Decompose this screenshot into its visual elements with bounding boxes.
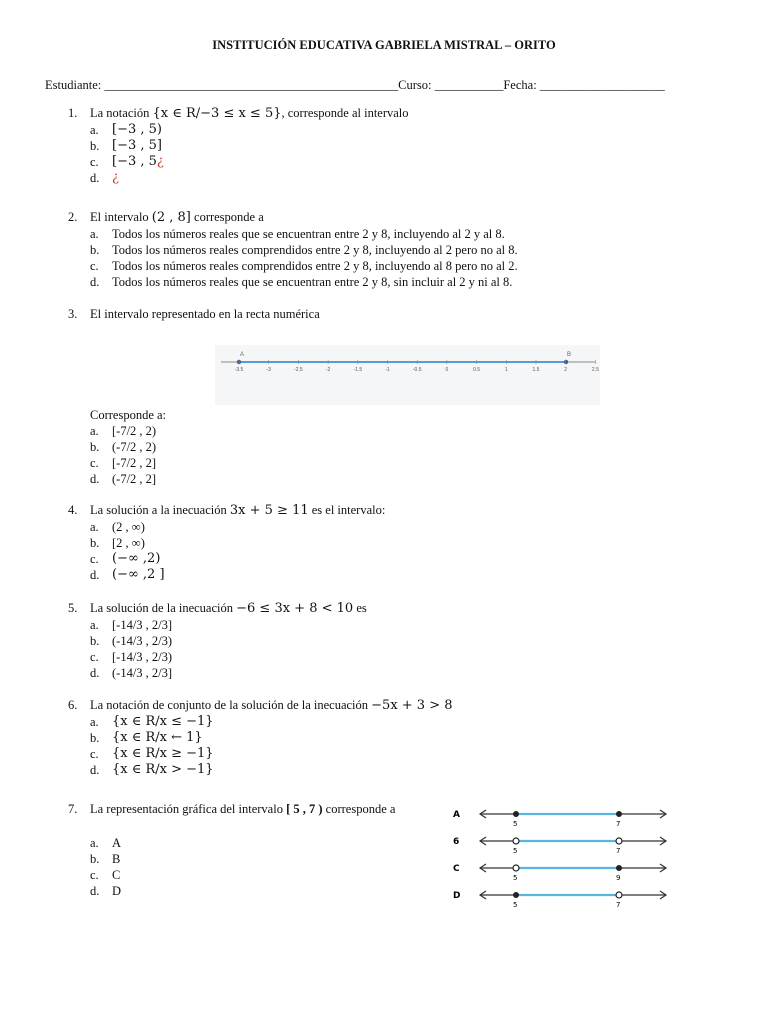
question-number: 5.	[68, 601, 78, 615]
option-item: d. (-14/3 , 2/3]	[90, 666, 173, 680]
question-3-options	[68, 407, 728, 487]
option-item: b. [−3 , 5]	[90, 138, 162, 153]
closed-endpoint	[513, 811, 519, 817]
option-item: d. D	[90, 884, 122, 898]
option-item: d. (−∞ ,2 ]	[90, 567, 165, 582]
option-item: d. {x ∈ R/x > −1}	[90, 762, 214, 777]
question-math: 3x + 5 ≥ 11	[229, 503, 309, 518]
graph-label: C	[453, 864, 460, 874]
option-list	[68, 122, 728, 186]
question-math: −6 ≤ 3x + 8 < 10	[236, 601, 354, 616]
interval-graphs-figure	[448, 800, 673, 915]
graph-d	[453, 891, 666, 909]
option-item: b. Todos los números reales comprendidos entre 2 y 8, incluyendo al 2 pero no al 8.	[90, 243, 518, 257]
option-item: c. [-14/3 , 2/3)	[90, 650, 173, 664]
graph-a	[453, 810, 666, 828]
date-blank: ____________________	[539, 78, 665, 92]
tick-label: 5	[513, 847, 518, 855]
option-list	[68, 519, 728, 583]
closed-endpoint	[513, 892, 519, 898]
question-stem: La notación de conjunto de la solución de la inecuación	[90, 698, 372, 712]
tick-label: -2.5	[294, 367, 303, 373]
question-stem-end: corresponde a	[190, 210, 264, 224]
figure-background	[215, 345, 600, 405]
tick-label: -3.5	[234, 367, 244, 373]
option-item: c. (−∞ ,2)	[90, 551, 161, 566]
tick-label: 5	[513, 874, 518, 882]
graph-label: 6	[453, 837, 460, 847]
option-item: b. (-7/2 , 2)	[90, 440, 157, 454]
tick-label: 7	[616, 901, 621, 909]
tick-label: 1	[504, 367, 508, 373]
closed-endpoint	[616, 811, 622, 817]
option-item: c. C	[90, 868, 121, 882]
tick-label: -2	[325, 367, 331, 373]
question-stem: La representación gráfica del intervalo	[90, 802, 287, 816]
question-3	[68, 306, 728, 323]
tick-label: 0	[445, 367, 449, 373]
tick-label: 5	[513, 820, 518, 828]
option-item: a. Todos los números reales que se encuentran entre 2 y 8, incluyendo al 2 y al 8.	[90, 227, 505, 241]
question-6	[68, 697, 728, 778]
graph-c	[453, 864, 666, 882]
tick-label: 1.5	[532, 367, 540, 373]
tick-label: 2.5	[591, 367, 599, 373]
open-endpoint	[616, 838, 622, 844]
option-item: c. {x ∈ R/x ≥ −1}	[90, 746, 214, 761]
option-item: b. [2 , ∞)	[90, 536, 145, 550]
option-item: a. [-7/2 , 2)	[90, 424, 157, 438]
question-stem: La solución a la inecuación	[90, 503, 230, 517]
option-item: b. B	[90, 852, 121, 866]
graph-label: D	[453, 891, 461, 901]
question-stem: La solución de la inecuación	[90, 601, 237, 615]
option-item: a. {x ∈ R/x ≤ −1}	[90, 714, 214, 729]
question-subhead: Corresponde a:	[90, 408, 167, 422]
tick-label: -3	[266, 367, 271, 373]
option-item: d. ¿	[90, 170, 119, 185]
option-list	[68, 617, 728, 681]
open-endpoint	[513, 865, 519, 871]
student-blank: _______________________________________________	[104, 78, 399, 92]
question-number: 3.	[68, 307, 78, 321]
option-item: b. {x ∈ R/x ← 1}	[90, 730, 203, 745]
question-math: [ 5 , 7 )	[286, 802, 323, 816]
question-7	[68, 801, 448, 899]
tick-label: 5	[513, 901, 518, 909]
option-item: a. [-14/3 , 2/3]	[90, 618, 173, 632]
closed-endpoint	[616, 865, 622, 871]
open-endpoint	[513, 838, 519, 844]
tick-label: 7	[616, 820, 621, 828]
question-number: 4.	[68, 503, 78, 517]
option-item: d. (-7/2 , 2]	[90, 472, 157, 486]
question-stem: El intervalo	[90, 210, 152, 224]
question-math: (2 , 8]	[151, 210, 191, 225]
question-number: 1.	[68, 106, 78, 120]
option-item: a. A	[90, 836, 122, 850]
option-item: c. [-7/2 , 2]	[90, 456, 157, 470]
tick-label: 7	[616, 847, 621, 855]
number-line-figure	[215, 345, 600, 405]
question-5	[68, 600, 728, 681]
tick-label: -1	[385, 367, 390, 373]
question-stem: La notación	[90, 106, 153, 120]
course-label: Curso:	[398, 78, 435, 92]
option-item: c. [−3 , 5¿	[90, 154, 164, 169]
question-number: 2.	[68, 210, 78, 224]
graph-label: A	[453, 810, 460, 820]
question-stem-end: , corresponde al intervalo	[281, 106, 409, 120]
option-list	[68, 226, 728, 290]
tick-label: -0.5	[412, 367, 422, 373]
question-2	[68, 209, 728, 290]
student-label: Estudiante:	[45, 78, 105, 92]
question-math: −5x + 3 > 8	[371, 698, 453, 713]
question-math: {x ∈ R/−3 ≤ x ≤ 5}	[152, 106, 282, 121]
open-endpoint	[616, 892, 622, 898]
question-number: 6.	[68, 698, 78, 712]
glyph-error-mark: ¿	[156, 154, 164, 169]
option-item: b. (-14/3 , 2/3)	[90, 634, 173, 648]
tick-label: 0.5	[473, 367, 481, 373]
tick-label: 2	[564, 367, 568, 373]
option-item: c. Todos los números reales comprendidos entre 2 y 8, incluyendo al 8 pero no al 2.	[90, 259, 518, 273]
point-a-label: A	[240, 352, 245, 358]
option-item: d. Todos los números reales que se encuentran entre 2 y 8, sin incluir al 2 y ni al 8.	[90, 275, 513, 289]
date-label: Fecha:	[503, 78, 540, 92]
course-blank: ___________	[434, 78, 504, 92]
option-list	[68, 714, 728, 778]
question-stem-end: es	[353, 601, 367, 615]
glyph-error-mark: ¿	[112, 170, 119, 185]
question-stem: El intervalo representado en la recta numérica	[90, 307, 320, 321]
question-stem-end: corresponde a	[322, 802, 396, 816]
graph-b	[453, 837, 666, 855]
question-1	[68, 105, 728, 186]
option-item: a. (2 , ∞)	[90, 520, 145, 534]
question-number: 7.	[68, 802, 78, 816]
student-info-line	[45, 78, 665, 93]
option-item: a. [−3 , 5)	[90, 122, 162, 137]
point-b-label: B	[567, 352, 572, 358]
question-stem-end: es el intervalo:	[308, 503, 386, 517]
option-list	[68, 423, 728, 487]
tick-label: -1.5	[353, 367, 363, 373]
tick-label: 9	[616, 874, 621, 882]
option-list	[68, 835, 448, 899]
question-4	[68, 502, 728, 583]
document-title: INSTITUCIÓN EDUCATIVA GABRIELA MISTRAL – ORITO	[212, 38, 556, 52]
